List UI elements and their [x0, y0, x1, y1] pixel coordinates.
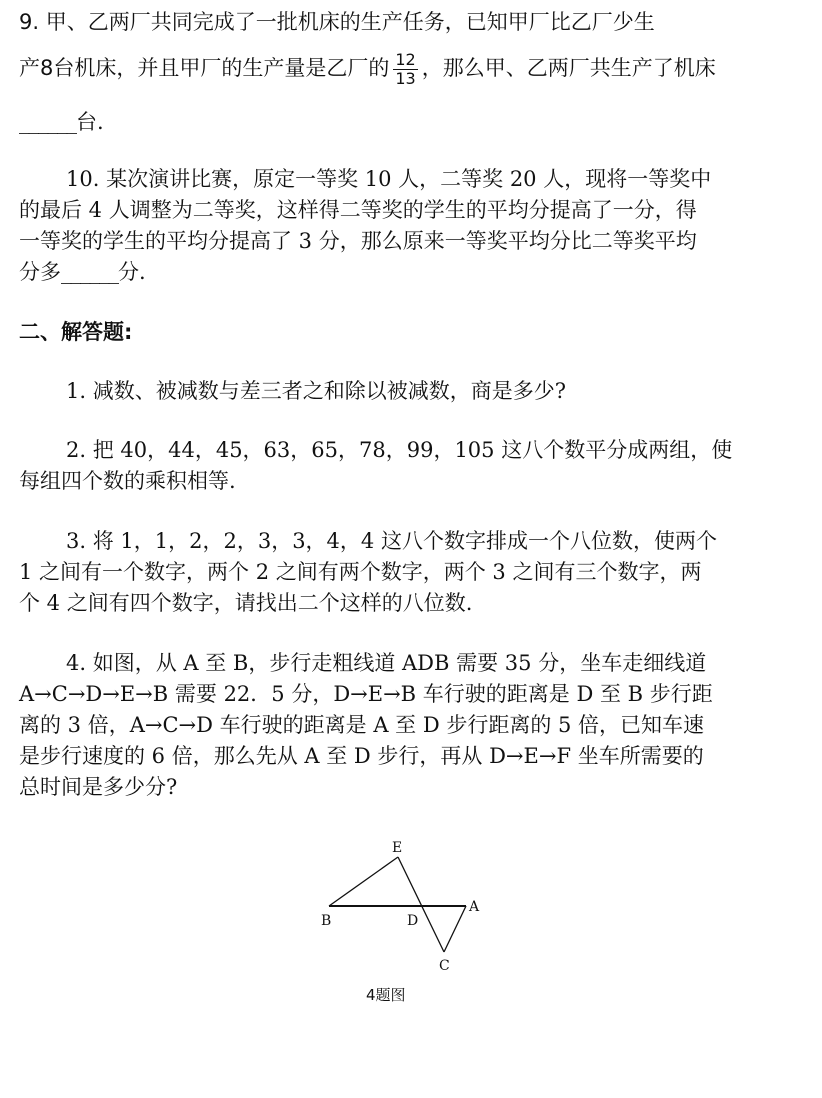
p3-line-2: 1 之间有一个数字，两个 2 之间有两个数字，两个 3 之间有三个数字，两: [19, 560, 702, 584]
q9-line-3: [19, 108, 104, 136]
p4-line-5: 总时间是多少分?: [19, 775, 178, 799]
q10-answer-blank: ______: [61, 260, 118, 284]
q10-line-4-text: 分多: [19, 260, 61, 284]
problem-4-figure: [300, 830, 520, 1010]
label-e: E: [392, 840, 403, 856]
label-a: A: [469, 899, 480, 915]
q10-line-1: 10. 某次演讲比赛，原定一等奖 10 人，二等奖 20 人，现将一等奖中: [66, 167, 712, 191]
p4-line-4: 是步行速度的 6 倍，那么先从 A 至 D 步行，再从 D→E→F 坐车所需要的: [19, 744, 704, 768]
label-c: C: [439, 958, 450, 974]
q10-line-4: [19, 258, 146, 286]
fraction-denominator: 13: [395, 68, 416, 88]
q9-line-2-rest: ，那么甲、乙两厂共生产了机床: [421, 56, 716, 80]
p4-line-3: 离的 3 倍，A→C→D 车行驶的距离是 A 至 D 步行距离的 5 倍，已知车速: [19, 713, 705, 737]
p1-line-1: 1. 减数、被减数与差三者之和除以被减数，商是多少?: [66, 379, 566, 403]
p3-line-3: 个 4 之间有四个数字，请找出二个这样的八位数.: [19, 591, 473, 615]
q10-line-3: 一等奖的学生的平均分提高了 3 分，那么原来一等奖平均分比二等奖平均: [19, 229, 697, 253]
q9-line-2-text: 产8台机床，并且甲厂的生产量是乙厂的: [19, 56, 390, 80]
p4-line-2: A→C→D→E→B 需要 22．5 分，D→E→B 车行驶的距离是 D 至 B 步行距: [19, 682, 713, 706]
p3-line-1: 3. 将 1，1，2，2，3，3，4，4 这八个数字排成一个八位数，使两个: [66, 529, 717, 553]
fraction-12-13: [393, 51, 417, 88]
section-heading: 二、解答题:: [19, 320, 133, 344]
segment-b-e: [329, 857, 398, 906]
p2-line-1: 2. 把 40，44，45，63，65，78，99，105 这八个数平分成两组，使: [66, 438, 733, 462]
q9-answer-blank: ______: [19, 110, 76, 134]
fraction-numerator: 12: [395, 49, 416, 69]
label-b: B: [321, 913, 332, 929]
q9-line-2: [19, 50, 716, 88]
q9-unit: 台.: [76, 110, 104, 134]
p4-line-1: 4. 如图，从 A 至 B，步行走粗线道 ADB 需要 35 分，坐车走细线道: [66, 651, 707, 675]
figure-caption: 4题图: [366, 986, 406, 1004]
p2-line-2: 每组四个数的乘积相等.: [19, 469, 236, 493]
q10-unit: 分.: [118, 260, 146, 284]
q9-line-1: 9. 甲、乙两厂共同完成了一批机床的生产任务，已知甲厂比乙厂少生: [19, 10, 655, 34]
segment-c-a: [444, 906, 466, 952]
q10-line-2: 的最后 4 人调整为二等奖，这样得二等奖的学生的平均分提高了一分，得: [19, 198, 697, 222]
label-d: D: [407, 913, 419, 929]
segment-e-c: [398, 857, 444, 952]
